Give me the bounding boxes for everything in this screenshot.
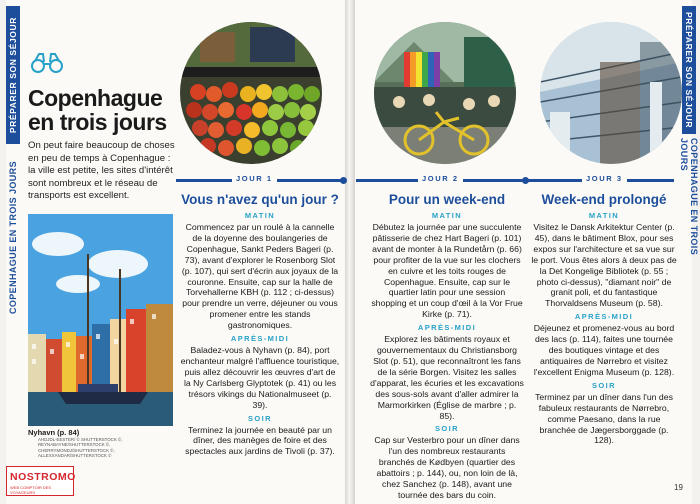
title-line-2: en trois jours — [28, 109, 167, 135]
day-2-column — [370, 192, 524, 501]
day-1-evening-text: Terminez la journée en beauté par un dîner, des manèges de foire et des spectacles aux jardins de Tivoli (p. 37). — [185, 424, 335, 457]
right-side-label: COPENHAGUE EN TROIS JOURS — [679, 138, 699, 256]
day-2-afternoon-label: APRÈS-MIDI — [417, 323, 477, 333]
day-1-morning-text: Commencez par un roulé à la cannelle de la doyenne des boulangeries de Copenhague, Sankt Peders Bageri (p. 73), avant d'explorer le Rosenborg Slot (p. 107), qui sert d'écrin aux joyaux de la couronne. Ensuite, cap sur la halle de Torvehallerne KBH (p. 112 ; ci-dessus) pour prendre un verre, déjeuner ou vous promener entre les stands gastronomiques. — [181, 222, 339, 331]
day-1-evening-label: SOIR — [248, 413, 272, 423]
day-2-label: JOUR 2 — [418, 174, 463, 183]
nyhavn-photo — [28, 214, 173, 426]
day-3-heading: Week-end prolongé — [541, 192, 667, 207]
page-title — [28, 86, 178, 134]
left-section-tab: PRÉPARER SON SÉJOUR — [6, 6, 20, 144]
watermark-logo — [6, 466, 74, 496]
logo-subtext: WEB COMPTOIR DES VOYAGEURS — [10, 485, 52, 495]
day-3-label: JOUR 3 — [582, 174, 627, 183]
day-2-heading: Pour un week-end — [388, 192, 506, 207]
photo-caption: Nyhavn (p. 84) — [28, 428, 80, 437]
street-bike-photo — [374, 22, 516, 164]
day-3-afternoon-text: Déjeunez et promenez-vous au bord des lacs (p. 114), faites une tournée des boutiques vintage et des antiquaires de Nørrebro et visitez l'excellent Enigma Museum (p. 128). — [533, 323, 675, 377]
day-2-evening-label: SOIR — [435, 424, 459, 434]
day-1-afternoon-text: Baladez-vous à Nyhavn (p. 84), port enchanteur malgré l'affluence touristique, puis allez découvrir les œuvres d'art de la Ny Carlsberg Glyptotek (p. 41) ou les trésors vikings du Nationalmuseet (p. 39). — [180, 345, 340, 410]
day-1-heading: Vous n'avez qu'un jour ? — [181, 192, 339, 207]
day-3-evening-text: Terminez par un dîner dans l'un des fabuleux restaurants de Nørrebro, comme Paesano, dans la rue branchée de Jægersborggade (p. 128). — [535, 391, 673, 446]
day-1-column — [180, 192, 340, 457]
day-1-morning-label: MATIN — [244, 211, 276, 220]
day-1-label: JOUR 1 — [232, 174, 277, 183]
page-number: 19 — [674, 483, 683, 492]
day-3-evening-label: SOIR — [592, 380, 616, 390]
day-3-column — [530, 192, 678, 446]
day-3-morning-label: MATIN — [588, 211, 620, 220]
day-3-morning-text: Visitez le Dansk Arkitektur Center (p. 45), dans le bâtiment Blox, pour ses expos sur l'architecture et sa vue sur le port. Vous êtes alors à deux pas de la Det Kongelige Bibliotek (p. 55 ; photo ci-dessus), "diamant noir" de granit poli, et du fantastique Thorvaldsens Museum (p. 58). — [531, 222, 677, 309]
timeline-dot-1 — [340, 177, 347, 184]
day-3-afternoon-label: APRÈS-MIDI — [574, 312, 634, 322]
binoculars-icon — [30, 52, 64, 74]
right-section-tab: PRÉPARER SON SÉJOUR — [682, 6, 696, 134]
book-gutter — [345, 0, 355, 504]
library-photo — [540, 22, 682, 164]
timeline-dot-2 — [522, 177, 529, 184]
title-line-1: Copenhague — [28, 85, 163, 111]
day-2-afternoon-text: Explorez les bâtiments royaux et gouvernementaux du Christiansborg Slot (p. 51), que reconnaîtront les fans de la série Borgen. Visitez les salles d'apparat, les écuries et les excavations des sous-sols avant d'aller admirer la Marmorkirken (Église de marbre ; p. 85). — [370, 334, 524, 421]
day-2-evening-text: Cap sur Vesterbro pour un dîner dans l'un des nombreux restaurants branchés de Kødbyen (quartier des abattoirs ; p. 144), ou, non loin de là, chez Sanchez (p. 148), avant une tournée des bars du coin. — [374, 435, 520, 500]
day-2-morning-text: Débutez la journée par une succulente pâtisserie de chez Hart Bageri (p. 101) avant de monter à la Rundetårn (p. 66) pour profiter de la vue sur les clochers en cuivre et les toits rouges de Copenhague. Ensuite, cap sur le quartier latin pour une session shopping et un coup d'œil à la Vor Frue Kirke (p. 71). — [371, 222, 523, 320]
day-2-morning-label: MATIN — [431, 211, 463, 220]
logo-text: NOSTROMO — [10, 471, 76, 483]
day-1-afternoon-label: APRÈS-MIDI — [230, 334, 290, 344]
intro-text: On peut faire beaucoup de choses en peu de temps à Copenhague : la ville est petite, les sites d'intérêt sont nombreux et le réseau de transports est excellent. — [28, 140, 175, 202]
market-photo — [180, 22, 322, 164]
photo-credits: AHDJDL-EESTER/ © SHUTTERSTOCK ©, REYNABAYNE/SHUTTERSTOCK ©, CHERRYMONDJ/SHUTTERSTOCK ©, ALLEXXANDAR/SHUTTERSTOCK © — [38, 437, 123, 459]
left-side-label: COPENHAGUE EN TROIS JOURS — [8, 161, 18, 315]
